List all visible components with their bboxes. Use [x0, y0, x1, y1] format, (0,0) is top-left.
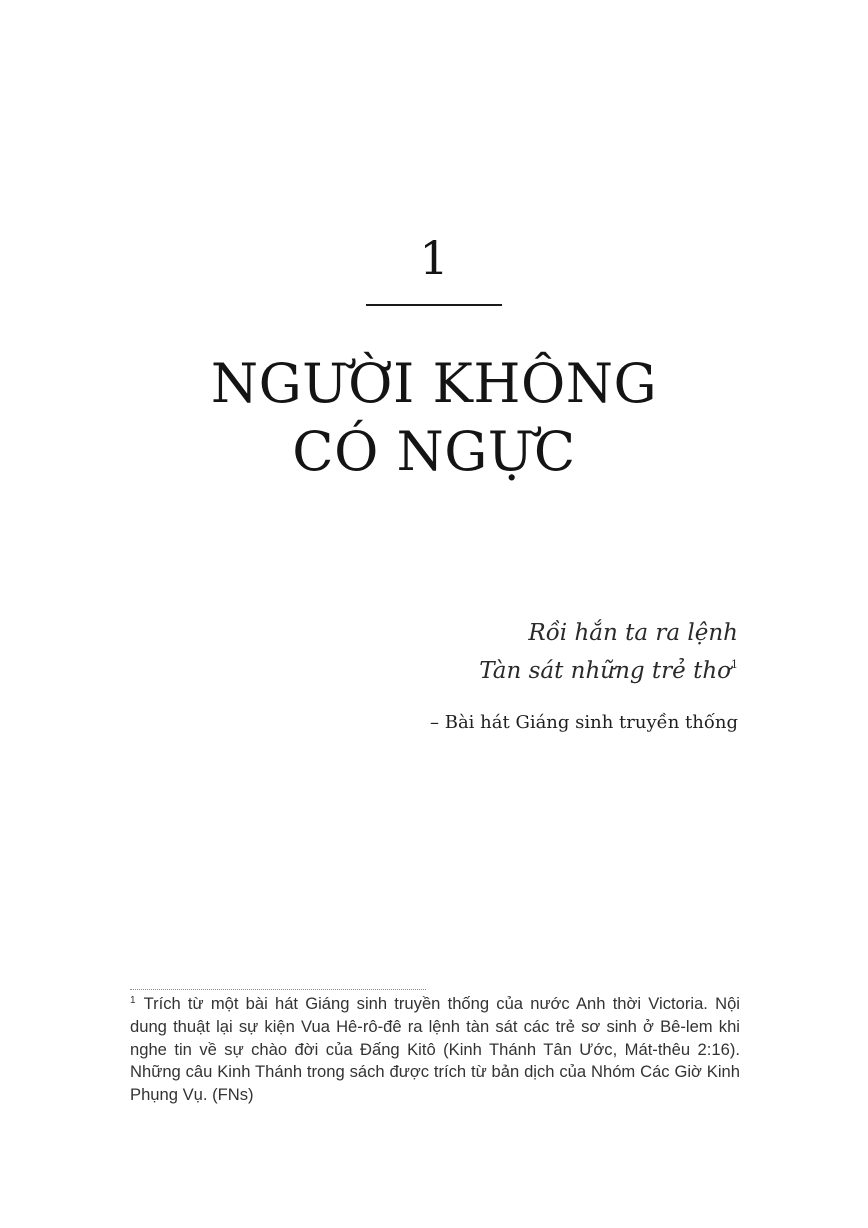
chapter-title-line-2: CÓ NGỰC	[292, 420, 576, 483]
epigraph-line-2	[479, 652, 738, 690]
footnote-separator	[130, 989, 426, 990]
chapter-title-line-1: NGƯỜI KHÔNG	[210, 352, 658, 415]
epigraph	[479, 614, 738, 690]
footnote-reference[interactable]: 1	[731, 658, 738, 671]
epigraph-line-1: Rồi hắn ta ra lệnh	[528, 620, 738, 646]
chapter-number: 1	[419, 231, 449, 285]
epigraph-line-2-text: Tàn sát những trẻ thơ	[479, 658, 731, 684]
footnote-text: Trích từ một bài hát Giáng sinh truyền thống của nước Anh thời Victoria. Nội dung thuật lại sự kiện Vua Hê-rô-đê ra lệnh tàn sát các trẻ sơ sinh ở Bê-lem khi nghe tin về sự chào đời của Đấng Kitô (Kinh Thánh Tân Ước, Mát-thêu 2:16). Những câu Kinh Thánh trong sách được trích từ bản dịch của Nhóm Các Giờ Kinh Phụng Vụ. (FNs)	[130, 994, 740, 1105]
footnote	[130, 993, 740, 1107]
footnote-marker: 1	[130, 995, 136, 1006]
epigraph-attribution: – Bài hát Giáng sinh truyền thống	[430, 712, 738, 733]
chapter-title	[0, 350, 868, 486]
chapter-divider	[366, 304, 502, 306]
